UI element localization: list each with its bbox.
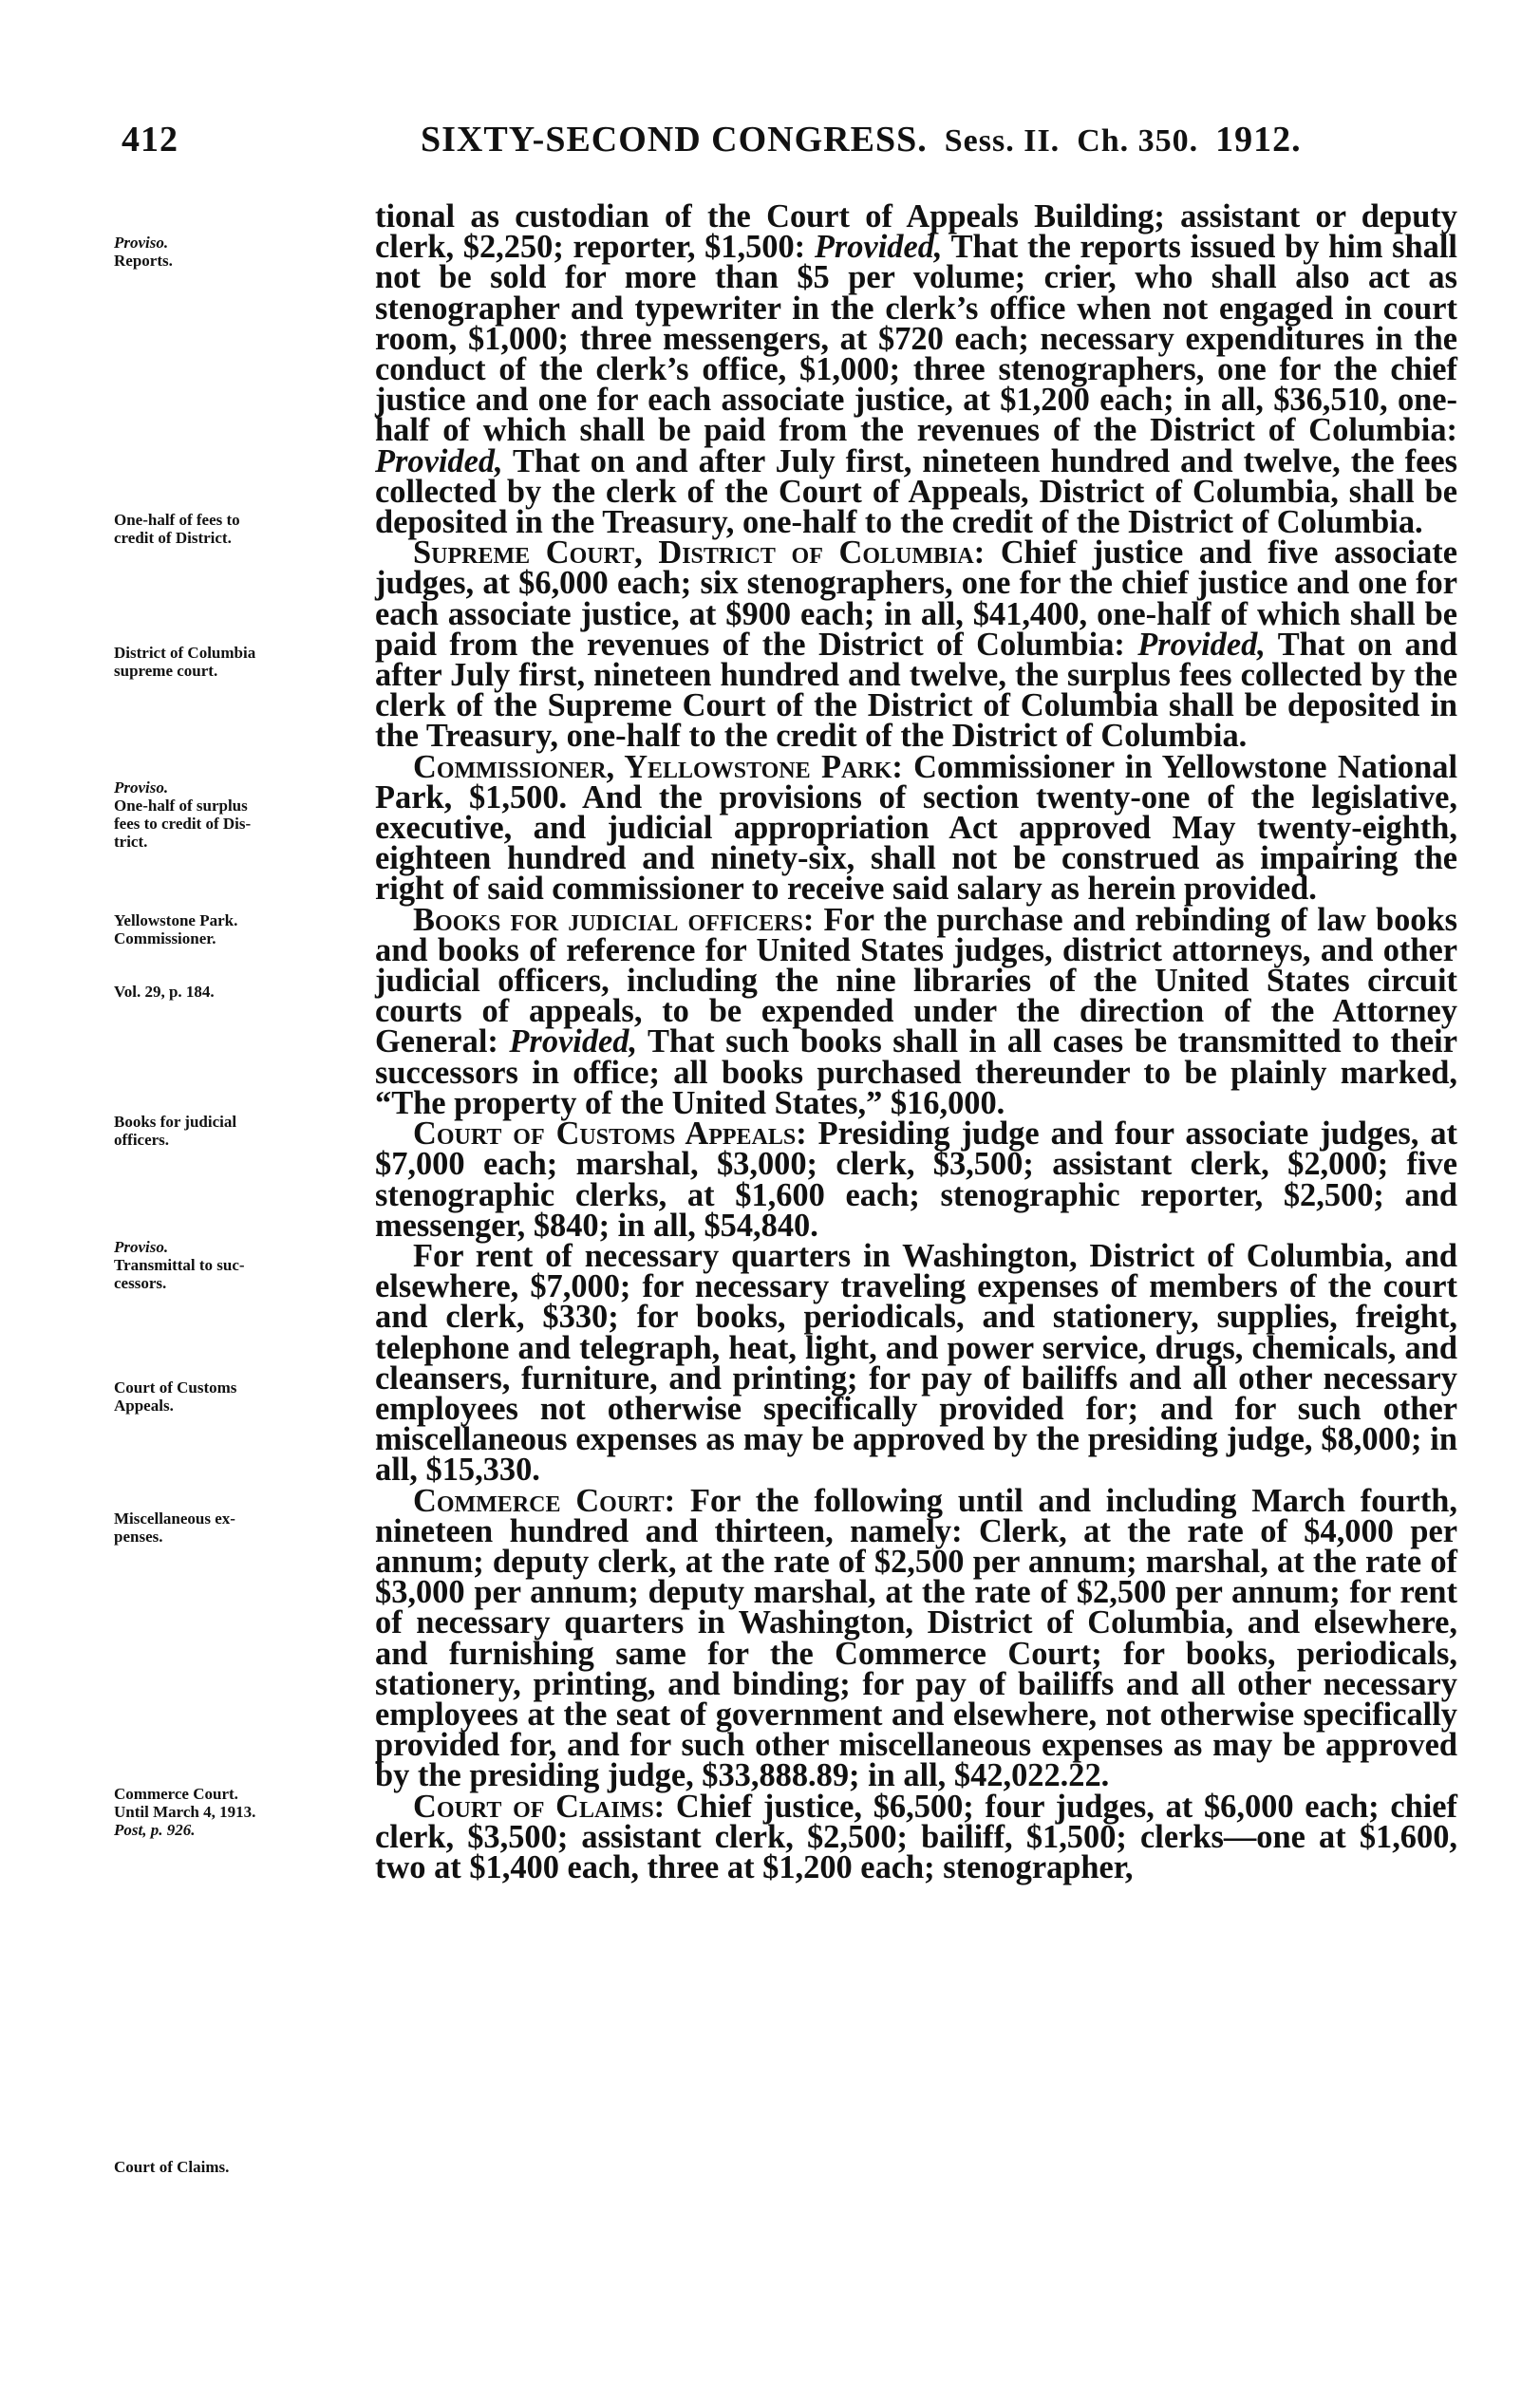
margin-note-dc-supreme-court xyxy=(114,644,361,680)
section-heading: Court of Claims: xyxy=(413,1788,666,1825)
proviso-word: Provided, xyxy=(1137,626,1266,663)
session-label: Sess. II. xyxy=(944,123,1061,159)
margin-note-line: Court of Claims. xyxy=(114,2158,230,2176)
year-label: 1912. xyxy=(1215,120,1302,159)
margin-note-line: Proviso. xyxy=(114,234,169,252)
margin-note-vol-ref xyxy=(114,983,361,1001)
margin-note-line: Transmittal to suc- xyxy=(114,1256,245,1274)
paragraph-commerce-court xyxy=(375,1482,1457,1794)
proviso-word: Provided, xyxy=(509,1023,638,1060)
section-heading: Supreme Court, District of Columbia: xyxy=(413,534,986,572)
section-heading: Commissioner, Yellowstone Park: xyxy=(413,748,903,785)
margin-note-line: Proviso. xyxy=(114,1238,169,1256)
paragraph-court-of-appeals xyxy=(375,198,1457,541)
proviso-word: Provided, xyxy=(814,229,943,266)
margin-note-line: Until March 4, 1913. xyxy=(114,1803,256,1821)
proviso-word: Provided, xyxy=(375,442,503,479)
text-run: Commissioner in Yellowstone National Park, $1,500. And the provisions of section twenty-one of the legislative, executive, and judicial appropriation Act approved May twenty-eighth, eighteen hundred and ninety-six, shall not be construed as impairing the right of said commissioner to receive said salary as herein provided. xyxy=(375,748,1457,908)
text-run: For rent of necessary quarters in Washington, District of Columbia, and elsewhere, $7,000; for necessary traveling expenses of members of the court and clerk, $330; for books, periodicals, and stationery, supplies, freight, telephone and telegraph, heat, light, and power service, drugs, chemicals, and cleansers, furniture, and printing; for pay of bailiffs and all other necessary employees not otherwise specifically provided for; and for such other miscellaneous expenses as may be approved by the presiding judge, $8,000; in all, $15,330. xyxy=(375,1237,1457,1489)
margin-note-line: fees to credit of Dis- xyxy=(114,815,252,833)
margin-note-line: One-half of surplus xyxy=(114,797,248,815)
margin-note-line: Miscellaneous ex- xyxy=(114,1509,235,1528)
text-run: For the purchase and rebinding of law books and books of reference for United States judges, district attorneys, and other judicial officers, including the nine libraries of the United States circuit courts of appeals, to be expended under the direction of the Attorney General: xyxy=(375,901,1457,1060)
section-heading: Court of Customs Appeals: xyxy=(413,1116,807,1153)
margin-note-line: Court of Customs xyxy=(114,1378,237,1397)
paragraph-court-of-claims xyxy=(375,1788,1458,1885)
text-run: Chief justice and five associate judges, at $6,000 each; six stenographers, one for the chief justice and one for each associate justice, at $900 each; in all, $41,400, one-half of which shall be paid from the revenues of the District of Columbia: xyxy=(375,534,1457,663)
margin-note-line: Vol. 29, p. 184. xyxy=(114,983,215,1001)
body-text xyxy=(375,198,1458,1885)
congress-title: SIXTY-SECOND CONGRESS. xyxy=(421,120,928,159)
margin-note-line: Commissioner. xyxy=(114,929,216,947)
text-run: tional as custodian of the Court of Appeals Building; assistant or deputy clerk, $2,250; reporter, $1,500: xyxy=(375,198,1457,266)
page-header xyxy=(122,119,1470,176)
paragraph-supreme-court-dc xyxy=(375,534,1457,755)
margin-note-line: District of Columbia xyxy=(114,644,256,662)
margin-note-commerce-court xyxy=(114,1785,361,1839)
paragraph-books-judicial xyxy=(375,901,1457,1121)
margin-note-reports xyxy=(114,234,361,270)
margin-note-line: penses. xyxy=(114,1528,163,1546)
page-number: 412 xyxy=(122,120,178,159)
margin-note-customs-appeals xyxy=(114,1378,361,1415)
margin-note-yellowstone xyxy=(114,911,361,947)
margin-note-line: trict. xyxy=(114,833,148,851)
text-run: Presiding judge and four associate judges, at $7,000 each; marshal, $3,000; clerk, $3,500; assistant clerk, $2,000; five stenographic clerks, at $1,600 each; stenographic reporter, $2,500; and messenger, $840; in all, $54,840. xyxy=(375,1116,1457,1244)
margin-note-line: credit of District. xyxy=(114,529,232,547)
margin-note-court-of-claims xyxy=(114,2158,361,2176)
margin-note-line: Proviso. xyxy=(114,778,169,797)
margin-note-misc-expenses xyxy=(114,1509,361,1546)
margin-note-transmittal xyxy=(114,1238,361,1292)
section-heading: Books for judicial officers: xyxy=(413,901,815,938)
margin-note-line: cessors. xyxy=(114,1274,167,1292)
running-head xyxy=(421,119,1302,160)
margin-note-line: supreme court. xyxy=(114,662,218,680)
text-run: That on and after July first, nineteen hundred and twelve, the fees collected by the clerk of the Court of Appeals, District of Columbia, shall be deposited in the Treasury, one-half to the credit of the District of Columbia. xyxy=(375,442,1457,541)
chapter-label: Ch. 350. xyxy=(1077,123,1199,159)
margin-note-line: Appeals. xyxy=(114,1397,174,1415)
margin-note-line: Commerce Court. xyxy=(114,1785,238,1803)
margin-note-line: Yellowstone Park. xyxy=(114,911,238,929)
text-run: That the reports issued by him shall not be sold for more than $5 per volume; crier, who shall also act as stenographer and typewriter in the clerk’s office when not engaged in court room, $1,000; three messengers, at $720 each; necessary expenditures in the conduct of the clerk’s office, $1,000; three stenographers, one for the chief justice and one for each associate justice, at $1,200 each; in all, $36,510, one-half of which shall be paid from the revenues of the District of Columbia: xyxy=(375,229,1457,449)
margin-note-line: Books for judicial xyxy=(114,1113,237,1131)
margin-note-line: Reports. xyxy=(114,252,173,270)
paragraph-yellowstone xyxy=(375,748,1457,908)
section-heading: Commerce Court: xyxy=(413,1482,676,1519)
text-run: That such books shall in all cases be transmitted to their successors in office; all books purchased thereunder to be plainly marked, “The property of the United States,” $16,000. xyxy=(375,1023,1457,1121)
paragraph-misc-expenses xyxy=(375,1237,1457,1489)
margin-note-line: One-half of fees to xyxy=(114,511,240,529)
paragraph-customs-appeals xyxy=(375,1116,1457,1244)
text-run: That on and after July first, nineteen hundred and twelve, the surplus fees collected by the clerk of the Supreme Court of the District of Columbia shall be deposited in the Treasury, one-half to the credit of the District of Columbia. xyxy=(375,626,1457,755)
margin-note-books xyxy=(114,1113,361,1149)
text-run: For the following until and including March fourth, nineteen hundred and thirteen, namely: Clerk, at the rate of $4,000 per annum; deputy clerk, at the rate of $2,500 per annum; marshal, at the rate of $3,000 per annum; deputy marshal, at the rate of $2,500 per annum; for rent of necessary quarters in Washington, District of Columbia, and elsewhere, and furnishing same for the Commerce Court; for books, periodicals, stationery, printing, and binding; for pay of bailiffs and all other necessary employees at the seat of government and elsewhere, not otherwise specifically provided for, and for such other miscellaneous expenses as may be approved by the presiding judge, $33,888.89; in all, $42,022.22. xyxy=(375,1482,1457,1794)
text-run: Chief justice, $6,500; four judges, at $6,000 each; chief clerk, $3,500; assistant clerk, $2,500; bailiff, $1,500; clerks—one at $1,600, two at $1,400 each, three at $1,200 each; stenographer, xyxy=(375,1788,1458,1885)
margin-note-fees-credit xyxy=(114,511,361,547)
margin-note-line: officers. xyxy=(114,1131,170,1149)
margin-note-line: Post, p. 926. xyxy=(114,1821,196,1839)
margin-note-surplus-fees xyxy=(114,778,361,851)
